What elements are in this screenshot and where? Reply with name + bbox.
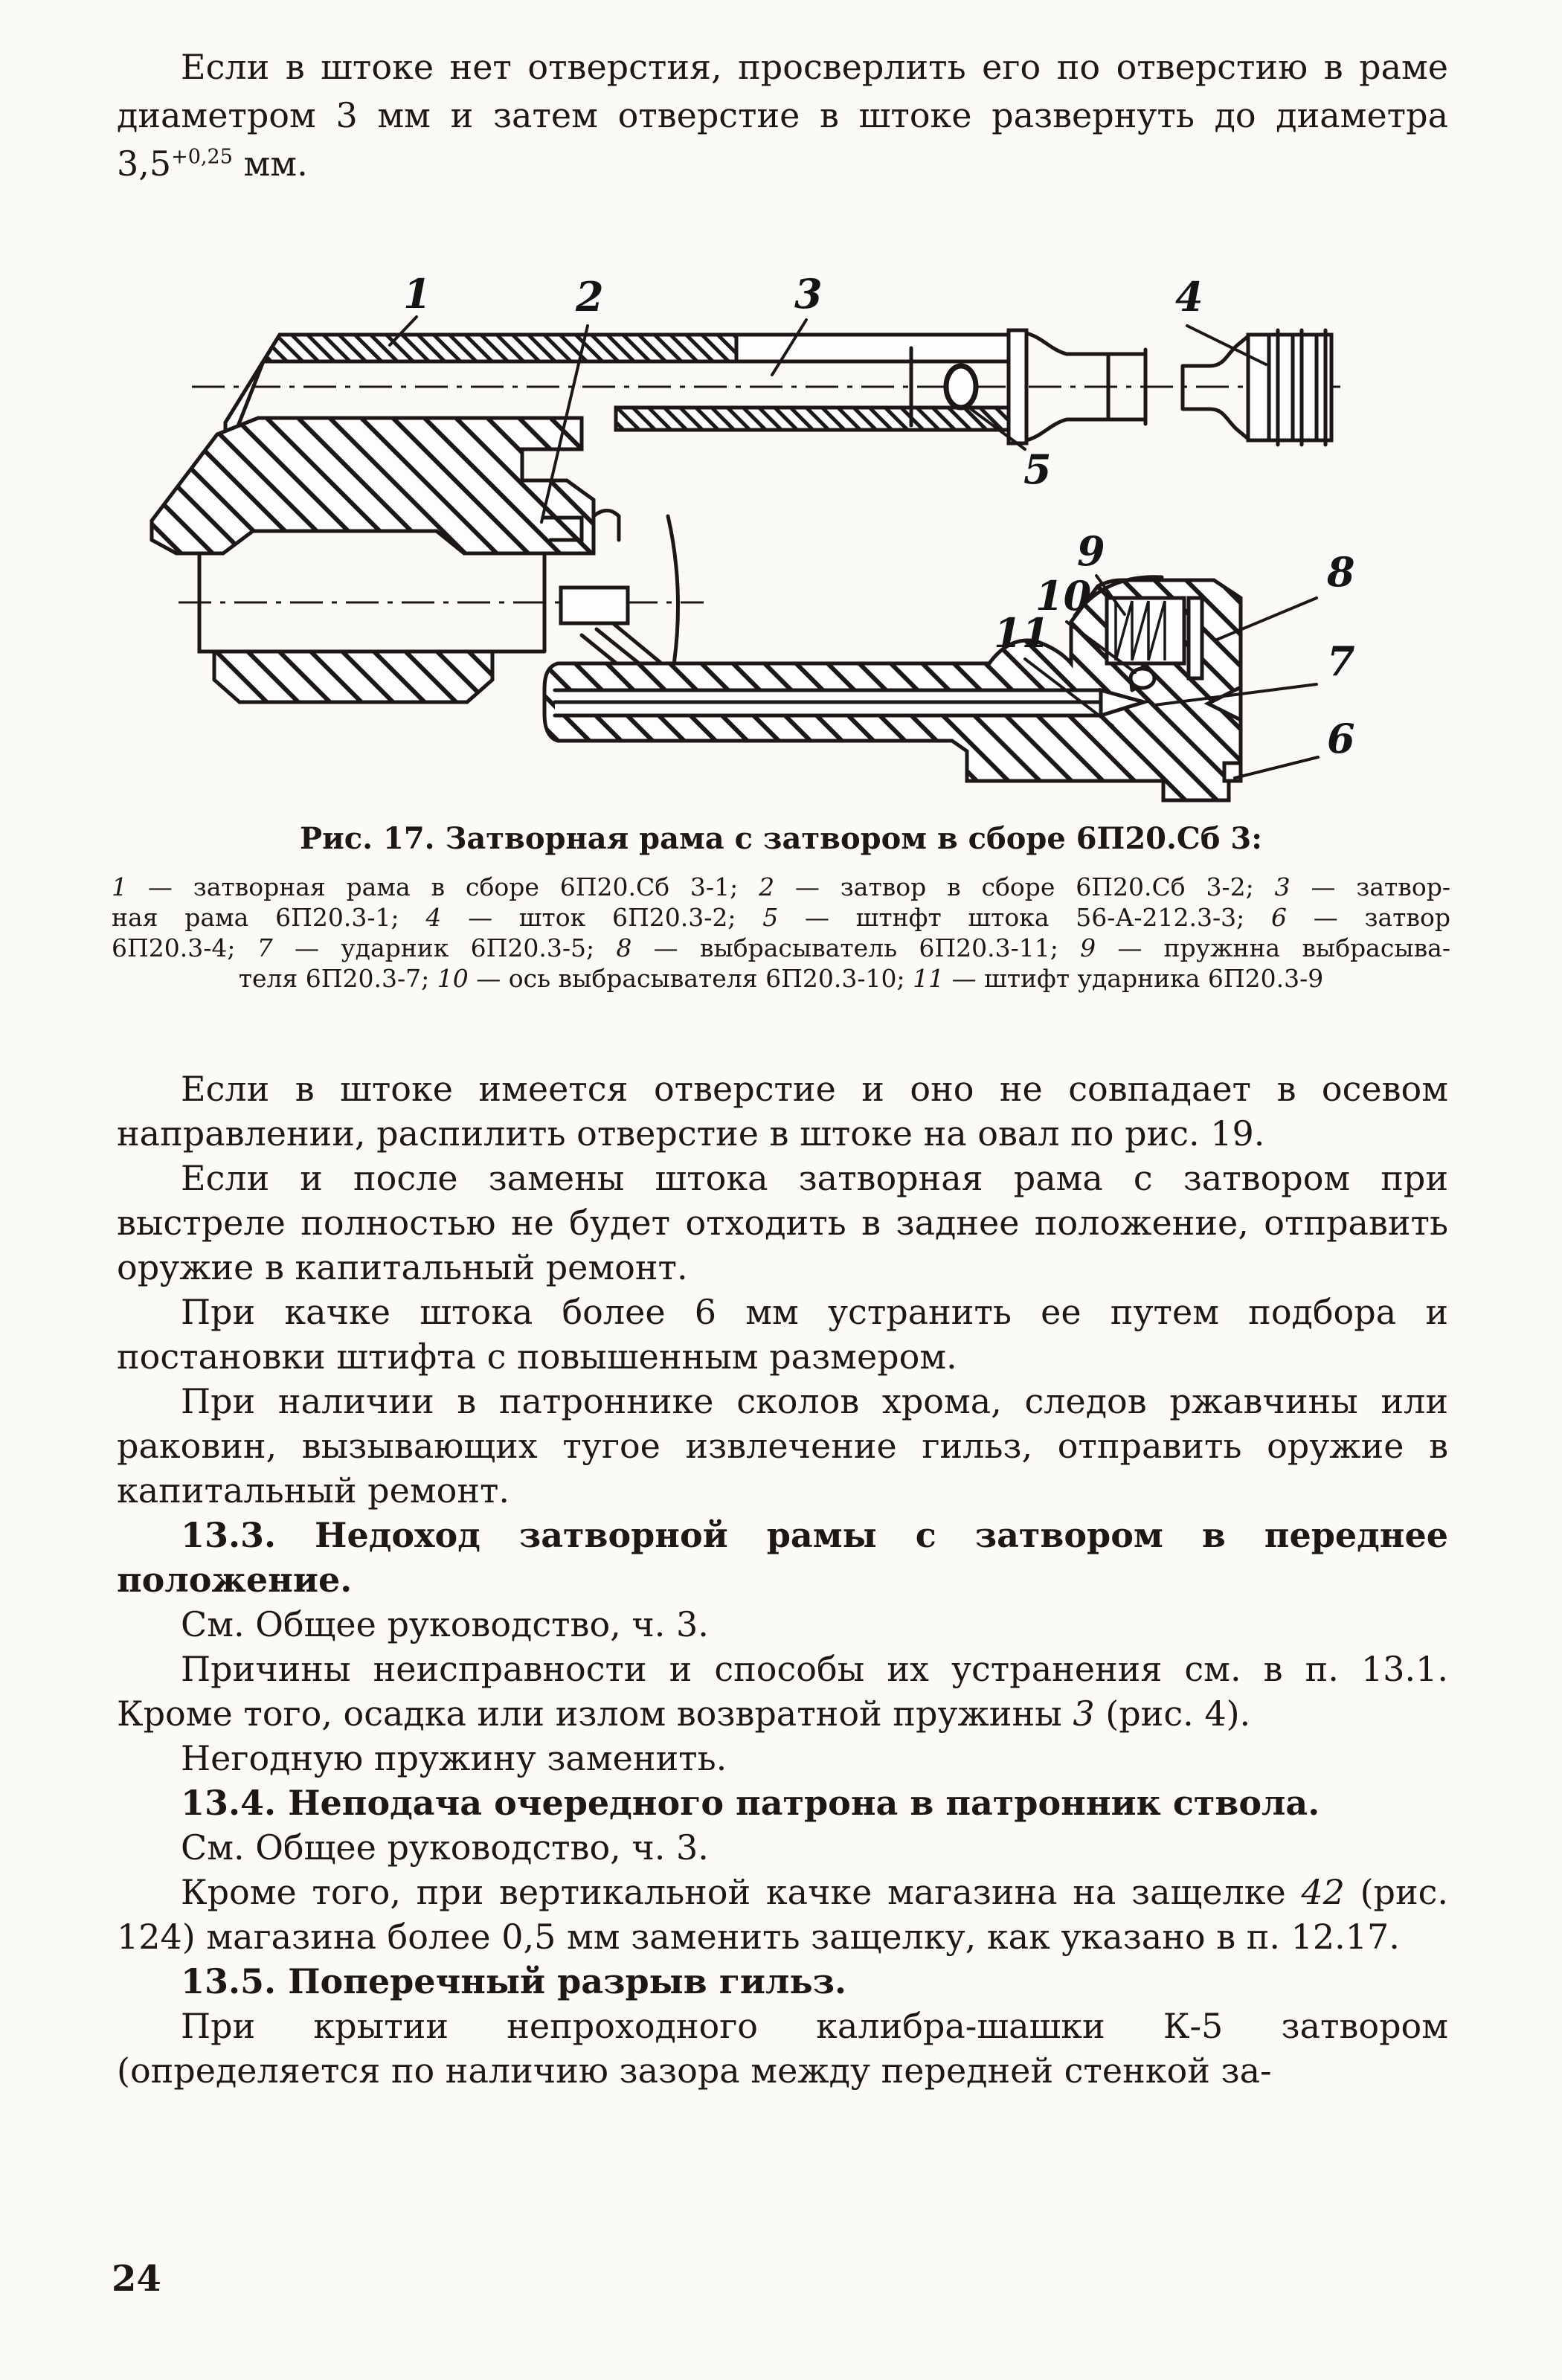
body-paragraph: См. Общее руководство, ч. 3. [181, 1604, 709, 1644]
legend-part-number: 9 [1080, 933, 1096, 962]
part-number-42: 42 [1301, 1872, 1345, 1912]
body-paragraph: Негодную пружину заменить. [181, 1738, 727, 1778]
figure-callout-10: 10 [1035, 572, 1092, 620]
figure-callout-1: 1 [403, 270, 431, 318]
body-paragraph: Если и после замены штока затворная рама с затвором при выстреле полностью не будет отходить в заднее положение, отправить оружие в капитальный ремонт. [117, 1158, 1448, 1287]
legend-part-number: 7 [257, 933, 273, 962]
bottom-drawing-bolt-section [544, 527, 1355, 800]
intro-text: Если в штоке нет отверстия, просверлить его по отверстию в раме диаметром 3 мм и затем отверстие в штоке развернуть до диаметра 3,5 [117, 47, 1448, 184]
section-heading-13-4: 13.4. Неподача очередного патрона в патронник ствола. [181, 1783, 1320, 1823]
leader-6 [1235, 757, 1318, 778]
body-paragraph: Кроме того, при вертикальной качке магазина на защелке 42 (рис. 124) магазина более 0,5 мм заменить защелку, как указано в п. 12.17. [117, 1872, 1448, 1957]
legend-part-number: 8 [616, 933, 632, 962]
figure-callout-6: 6 [1327, 715, 1355, 762]
legend-part-number: 10 [437, 964, 469, 993]
legend-part-number: 6 [1271, 903, 1288, 932]
figure-legend-line-4: теля 6П20.3-7; 10 — ось выбрасывателя 6П20.3-10; 11 — штифт ударника 6П20.3-9 [238, 964, 1324, 993]
section-heading-13-3: 13.3. Недоход затворной рамы с затвором в переднее положение. [117, 1515, 1448, 1600]
legend-part-number: 1 [112, 872, 127, 901]
figure-callout-9: 9 [1077, 527, 1105, 575]
shtok-pin-hole [946, 366, 976, 408]
figure-legend-line-3: 6П20.3-4; 7 — ударник 6П20.3-5; 8 — выбрасыватель 6П20.3-11; 9 — пружнна выбрасыва- [112, 933, 1451, 962]
figure-callout-3: 3 [794, 270, 823, 318]
legend-part-number: 3 [1274, 872, 1291, 901]
carrier-body-section [152, 418, 594, 553]
page-number: 24 [112, 2258, 161, 2300]
figure-callout-8: 8 [1327, 548, 1355, 596]
figure-legend-line-2: ная рама 6П20.3-1; 4 — шток 6П20.3-2; 5 — штнфт штока 56-А-212.3-3; 6 — затвор [112, 903, 1450, 932]
figure-callout-4: 4 [1175, 273, 1203, 321]
body-paragraph: См. Общее руководство, ч. 3. [181, 1827, 709, 1868]
figure-caption: Рис. 17. Затворная рама с затвором в сборе 6П20.Сб 3: [300, 821, 1262, 856]
body-paragraph: Если в штоке имеется отверстие и оно не совпадает в осевом направлении, распилить отверстие в штоке на овал по рис. 19. [117, 1069, 1448, 1154]
figure-legend-line-1: 1 — затворная рама в сборе 6П20.Сб 3-1; 2 — затвор в сборе 6П20.Сб 3-2; 3 — затвор- [112, 872, 1451, 901]
body-paragraph: Причины неисправности и способы их устранения см. в п. 13.1. Кроме того, осадка или излом возвратной пружины 3 (рис. 4). [117, 1649, 1448, 1734]
body-text [117, 1067, 1448, 2093]
body-paragraph: При качке штока более 6 мм устранить ее путем подбора и постановки штифта с повышенным размером. [117, 1292, 1448, 1377]
figure-callout-11: 11 [994, 609, 1050, 657]
legend-part-number: 11 [913, 964, 945, 993]
figure-callout-5: 5 [1023, 446, 1052, 493]
legend-part-number: 4 [425, 903, 442, 932]
legend-part-number: 5 [762, 903, 779, 932]
figure-callout-7: 7 [1327, 637, 1355, 685]
figure-callout-2: 2 [576, 273, 604, 321]
body-paragraph: При наличии в патроннике сколов хрома, следов ржавчины или раковин, вызывающих тугое извлечение гильз, отправить оружие в капитальный ремонт. [117, 1381, 1448, 1511]
part-number-3: 3 [1073, 1694, 1095, 1734]
figure-legend [112, 872, 1450, 994]
figure-17-drawing [104, 262, 1465, 814]
tolerance-superscript: +0,25 [171, 145, 233, 169]
intro-text-end: мм. [232, 144, 308, 184]
section-heading-13-5: 13.5. Поперечный разрыв гильз. [181, 1961, 847, 2001]
intro-paragraph [117, 43, 1448, 188]
legend-part-number: 2 [759, 872, 775, 901]
figure-17 [104, 262, 1465, 814]
body-paragraph: При крытии непроходного калибра-шашки К-5 затвором (определяется по наличию зазора между передней стенкой за- [117, 2006, 1448, 2091]
